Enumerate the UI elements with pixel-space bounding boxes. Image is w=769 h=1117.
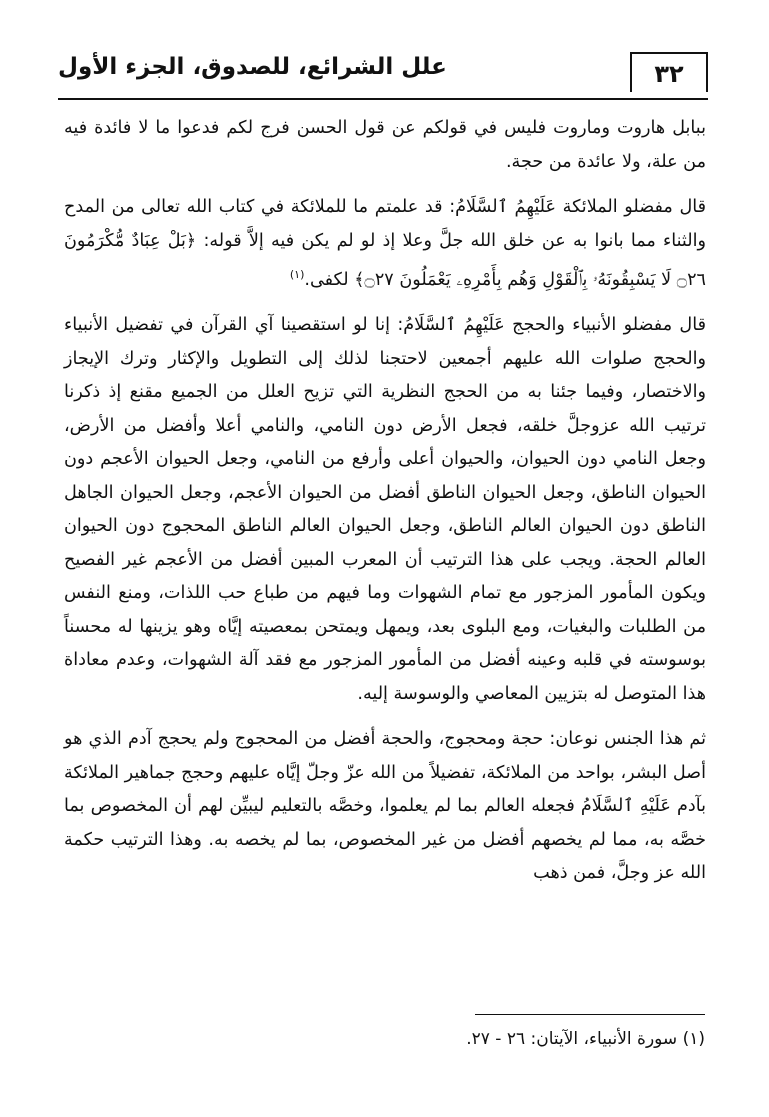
paragraph-4: ثم هذا الجنس نوعان: حجة ومحجوج، والحجة أفضل من المحجوج ولم يحجج آدم الذي هو أصل البشر، بواحد من الملائكة، تفضيلاً من الله عزّ وجلّ إيَّاه عليهم وحجج جماهير الملائكة بآدم عَلَيْهِ ٱلسَّلَامُ فجعله العالم بما لم يعلموا، وخصَّه بالتعليم ليبيِّن لهم أن المخصوص بما خصَّه به، مما لم يخصهم أفضل من غير المخصوص، بما لم يخصه به. وهذا الترتيب حكمة الله عز وجلَّ، فمن ذهب — [64, 729, 706, 884]
footnote: (١) سورة الأنبياء، الآيتان: ٢٦ - ٢٧. — [466, 1029, 705, 1049]
paragraph-2-text: قال مفضلو الملائكة عَلَيْهِمُ ٱلسَّلَامُ: قد علمتم ما للملائكة في كتاب الله تعالى من المدح والثناء مما بانوا به عن خلق الله جلَّ وعلا إذ لو لم يكن فيه إلاَّ قوله: ﴿بَلْ عِبَادٌ مُّكْرَمُونَ ۝٢٦ لَا يَسْبِقُونَهُۥ بِٱلْقَوْلِ وَهُم بِأَمْرِهِۦ يَعْمَلُونَ ۝٢٧﴾ لكفى. — [64, 197, 706, 290]
paragraph-1: ببابل هاروت وماروت فليس في قولكم عن قول الحسن فرج لكم فدعوا ما لا فائدة فيه من علة، ولا عائدة من حجة. — [64, 118, 706, 172]
page-number: ٣٢ — [630, 52, 708, 92]
paragraph-3: قال مفضلو الأنبياء والحجج عَلَيْهِمُ ٱلسَّلَامُ: إنا لو استقصينا آي القرآن في تفضيل الأنبياء والحجج صلوات الله عليهم أجمعين لاحتجنا لذلك إلى التطويل والإكثار وترك الإيجاز والاختصار، وفيما جئنا به من الحجج النظرية التي تزيح العلل من الجميع مقنع إذ ذكرنا ترتيب الله عزوجلَّ خلقه، فجعل الأرض دون النامي، والنامي أعلا وأفضل من الأرض، وجعل النامي دون الحيوان، والحيوان أعلى وأرفع من النامي، وجعل الحيوان الأعجم دون الحيوان الناطق، وجعل الحيوان الناطق أفضل من الحيوان الأعجم، وجعل الحيوان الجاهل الناطق دون الحيوان العالم الناطق، وجعل الحيوان العالم الناطق المحجوج دون الحيوان العالم الحجة. ويجب على هذا الترتيب أن المعرب المبين أفضل من الأعجم غير الفصيح ويكون المأمور المزجور مع تمام الشهوات وما فيهم من طباع حب اللذات، ومنع النفس من الطلبات والبغيات، ومع البلوى بعد، ويمهل ويمتحن بمعصيته إيَّاه وهو يزينها له محسناً بوسوسته في قلبه وعينه أفضل من المأمور المزجور مع فقد آلة الشهوات، وعدم معاداة هذا المتوصل له بتزيين المعاصي والوسوسة إليه. — [64, 315, 706, 704]
running-title: علل الشرائع، للصدوق، الجزء الأول — [58, 54, 447, 80]
running-header — [58, 48, 708, 100]
footnote-marker: (١) — [289, 268, 305, 281]
main-text — [64, 112, 706, 891]
footnote-divider — [475, 1014, 705, 1015]
paragraph-2 — [64, 191, 706, 297]
